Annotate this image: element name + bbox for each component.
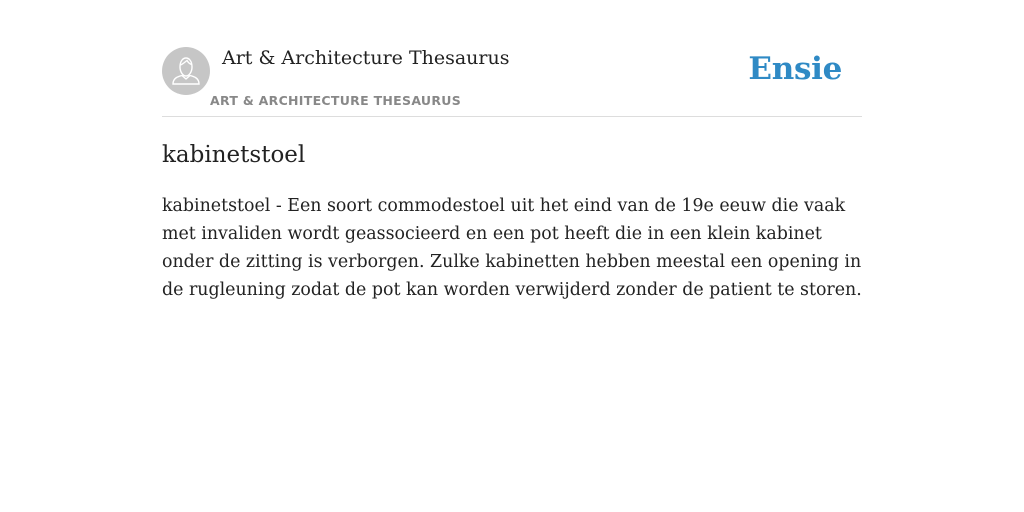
article-card [162, 0, 862, 512]
article-header [162, 0, 862, 117]
brand-logo[interactable]: Ensie [748, 51, 842, 87]
category-label[interactable]: ART & ARCHITECTURE THESAURUS [210, 93, 462, 108]
article-body: kabinetstoel - Een soort commodestoel uit het eind van de 19e eeuw die vaak met invaliden wordt geassocieerd en een pot heeft die in een klein kabinet onder de zitting is verborgen. Zulke kabinetten hebben meestal een opening in de rugleuning zodat de pot kan worden verwijderd zonder de patient te storen. [162, 196, 862, 300]
article-title: kabinetstoel [162, 142, 306, 168]
avatar[interactable] [162, 47, 210, 95]
author-name[interactable]: Art & Architecture Thesaurus [222, 47, 510, 69]
user-silhouette-icon [162, 47, 210, 95]
